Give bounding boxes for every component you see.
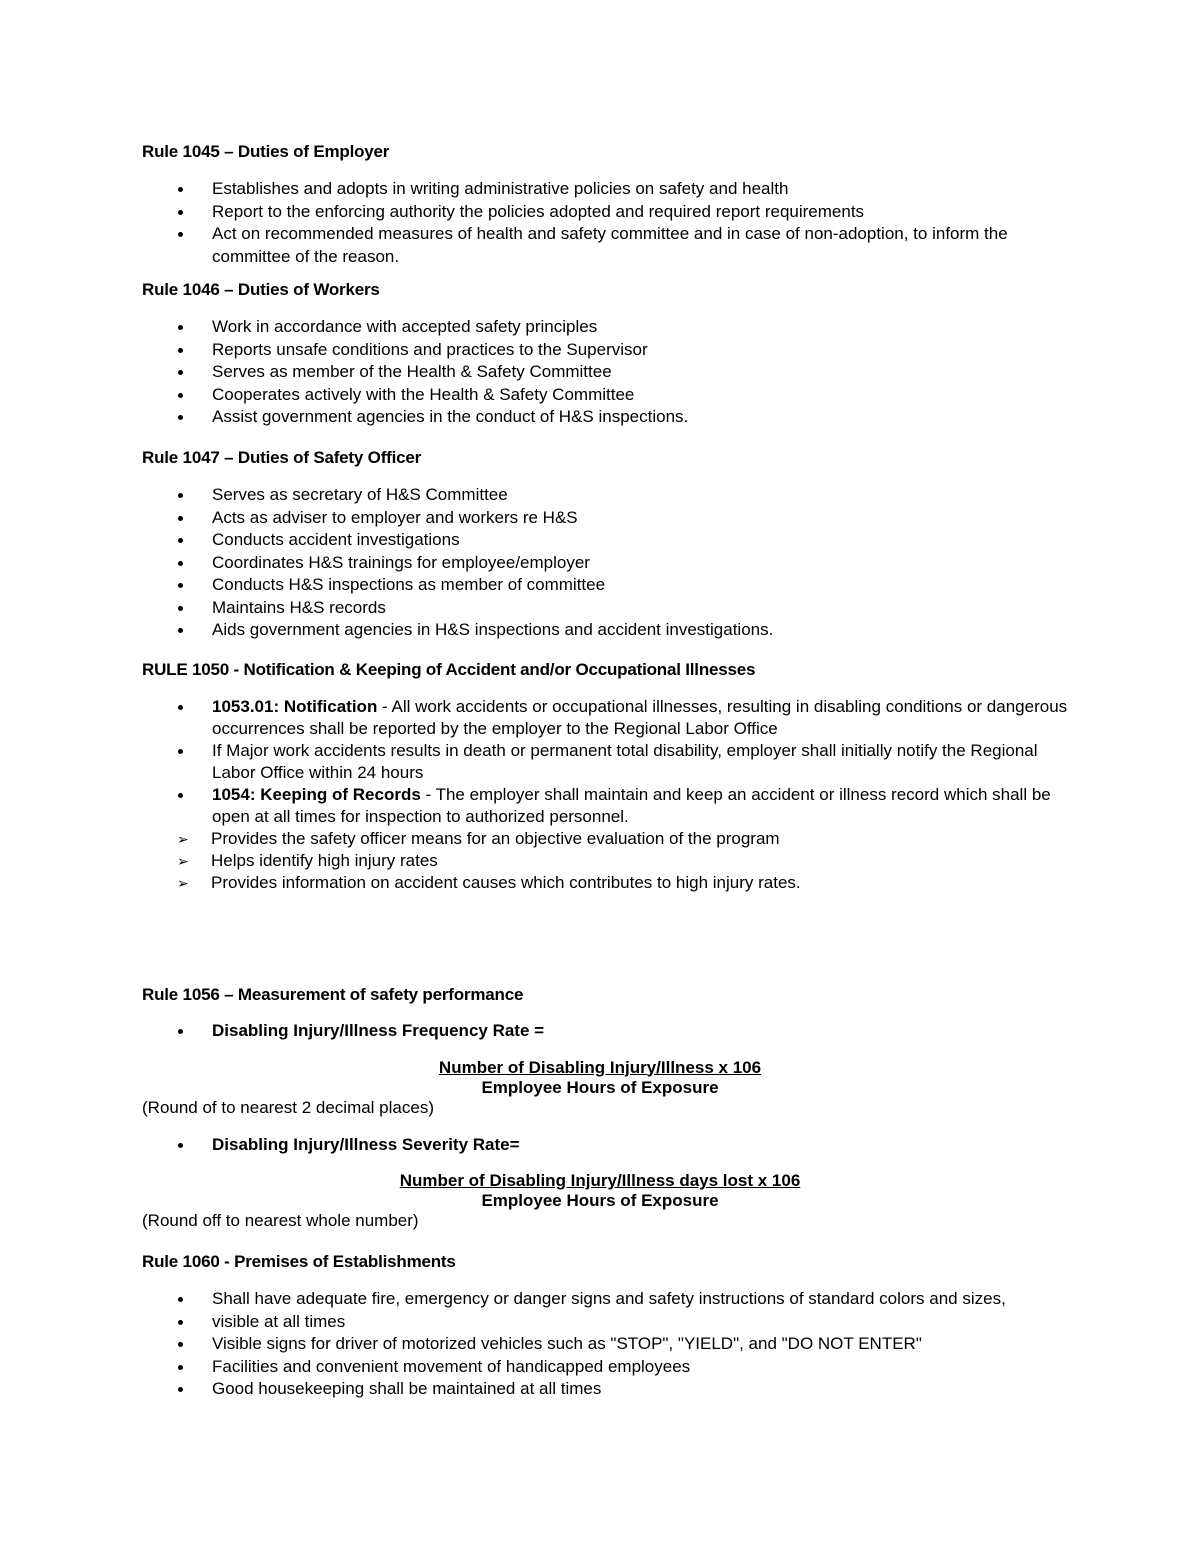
list-item: If Major work accidents results in death or permanent total disability, employer shall initially notify the Regional Labor Office within 24 hours [142,740,1072,784]
list-item [142,1134,1058,1157]
bullet-list [142,1134,1058,1157]
section-rule-1060 [142,1251,1072,1401]
list-item: Serves as member of the Health & Safety Committee [142,361,1072,384]
list-item: Conducts accident investigations [142,529,1072,552]
bullet-list [142,178,1072,268]
formula-label: Disabling Injury/Illness Frequency Rate = [212,1021,545,1040]
bullet-list [142,484,1072,642]
list-item: Serves as secretary of H&S Committee [142,484,1072,507]
list-item [142,696,1072,740]
formula-denominator: Employee Hours of Exposure [481,1191,719,1210]
item-label: 1054: Keeping of Records [212,785,421,804]
list-item: Acts as adviser to employer and workers re H&S [142,507,1072,530]
section-rule-1050 [142,659,1072,894]
severity-rate-formula [142,1171,1058,1211]
bullet-list [142,316,1072,429]
list-item: Reports unsafe conditions and practices to the Supervisor [142,339,1072,362]
sub-list [142,828,1072,894]
list-item: Facilities and convenient movement of handicapped employees [142,1356,1072,1379]
list-item: visible at all times [142,1311,1072,1334]
list-item: Report to the enforcing authority the policies adopted and required report requirements [142,201,1072,224]
rounding-note: (Round off to nearest whole number) [142,1211,419,1230]
bullet-list [142,1288,1072,1401]
formula-label: Disabling Injury/Illness Severity Rate= [212,1134,520,1154]
sub-list-item: ➢ Provides the safety officer means for an objective evaluation of the program [142,828,1072,850]
list-item: Maintains H&S records [142,597,1072,620]
item-text: - All work accidents or occupational illnesses, resulting in disabling conditions or dangerous occurrences shall be reported by the employer to the Regional Labor Office [212,697,1068,738]
section-heading: RULE 1050 - Notification & Keeping of Accident and/or Occupational Illnesses [142,660,756,679]
list-item: Conducts H&S inspections as member of committee [142,574,1072,597]
section-heading: Rule 1056 – Measurement of safety performance [142,985,524,1004]
list-item: Assist government agencies in the conduct of H&S inspections. [142,406,1072,429]
rounding-note: (Round of to nearest 2 decimal places) [142,1097,434,1117]
bullet-list [142,696,1072,894]
list-item: Good housekeeping shall be maintained at all times [142,1378,1072,1401]
list-item [142,1020,1058,1043]
section-rule-1045 [142,141,1072,268]
section-heading: Rule 1045 – Duties of Employer [142,142,390,161]
list-item: Shall have adequate fire, emergency or danger signs and safety instructions of standard colors and sizes, [142,1288,1072,1311]
formula-numerator: Number of Disabling Injury/Illness days lost x 106 [399,1171,801,1190]
list-item: Coordinates H&S trainings for employee/employer [142,552,1072,575]
list-item: Act on recommended measures of health and safety committee and in case of non-adoption, to inform the committee of the reason. [142,223,1072,268]
list-item [142,784,1072,894]
section-heading: Rule 1046 – Duties of Workers [142,280,380,299]
formula-numerator: Number of Disabling Injury/Illness x 106 [438,1057,762,1077]
list-item: Work in accordance with accepted safety principles [142,316,1072,339]
list-item: Establishes and adopts in writing administrative policies on safety and health [142,178,1072,201]
formula-denominator: Employee Hours of Exposure [481,1077,719,1097]
section-rule-1056 [142,984,1058,1231]
sub-list-item: ➢ Helps identify high injury rates [142,850,1072,872]
bullet-list [142,1020,1058,1043]
section-heading: Rule 1047 – Duties of Safety Officer [142,448,422,467]
sub-list-item: ➢ Provides information on accident causes which contributes to high injury rates. [142,872,1072,894]
item-text: - The employer shall maintain and keep an accident or illness record which shall be open at all times for inspection to authorized personnel. [212,785,1051,826]
section-rule-1047 [142,447,1072,642]
section-heading: Rule 1060 - Premises of Establishments [142,1252,456,1271]
list-item: Visible signs for driver of motorized vehicles such as "STOP", "YIELD", and "DO NOT ENTER" [142,1333,1072,1356]
frequency-rate-formula [142,1058,1058,1098]
list-item: Aids government agencies in H&S inspections and accident investigations. [142,619,1072,642]
item-label: 1053.01: Notification [212,697,378,716]
section-rule-1046 [142,279,1072,429]
list-item: Cooperates actively with the Health & Safety Committee [142,384,1072,407]
